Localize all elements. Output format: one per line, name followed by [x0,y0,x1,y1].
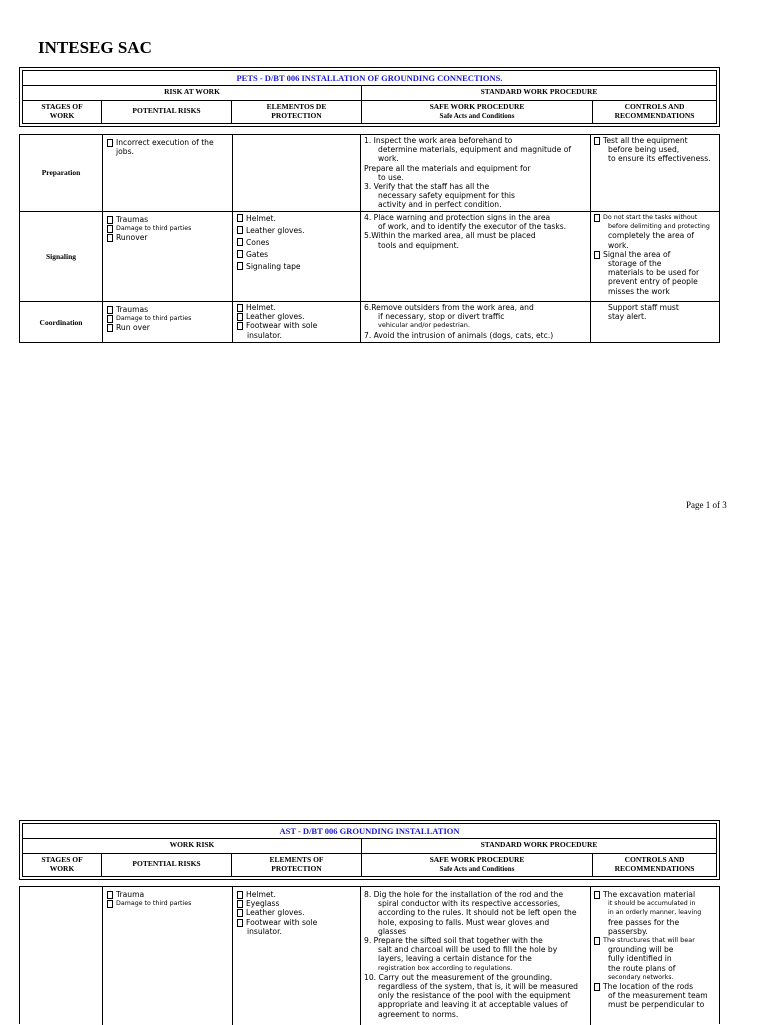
controls-cell: Support staff must stay alert. [590,302,719,343]
checkbox-icon [594,983,600,991]
checkbox-icon [107,306,113,314]
checkbox-icon [237,262,243,270]
controls-cell: The excavation material it should be accumulated in in an orderly manner, leaving free passes for the passersby. The structures that will bear grounding will be fully identified in the route plans of secondary networks. The location of the rods of the measurement team must be perpendicular to [590,887,719,1025]
control-item: The excavation material [594,890,716,899]
protection-item: Leather gloves. [233,908,360,917]
control-item: Do not start the tasks without [594,213,716,222]
table2-col-controls: CONTROLS AND RECOMMENDATIONS [592,853,716,876]
protection-item: Leather gloves. [233,312,360,321]
checkbox-icon [594,891,600,899]
procedure-cell: 1. Inspect the work area beforehand to determine materials, equipment and magnitude of work. Prepare all the materials and equipment for to use. 3. Verify that the staff has all the necessary safety equipment for this activity and in perfect condition. [360,135,590,211]
table2-col-procedure: SAFE WORK PROCEDURE Safe Acts and Conditions [361,853,592,876]
protection-cell [232,135,360,211]
company-name: INTESEG SAC [38,38,152,57]
table2-group-left: WORK RISK [169,840,215,850]
controls-cell: Do not start the tasks without before delimiting and protecting completely the area of work. Signal the area of storage of the materials to be used for prevent entry of people misses the work [590,212,719,301]
risk-item: Run over [103,323,232,332]
checkbox-icon [237,250,243,258]
procedure-cell: 4. Place warning and protection signs in the area of work, and to identify the executor of the tasks. 5.Within the marked area, all must be placed tools and equipment. [360,212,590,301]
stage-cell [20,887,102,1025]
checkbox-icon [237,891,243,899]
risk-item: Traumas [103,215,232,224]
table-row [20,212,719,302]
checkbox-icon [107,324,113,332]
protection-cell [232,212,360,301]
table1-group-left: RISK AT WORK [164,87,220,97]
table-row [20,887,719,1025]
protection-item: Cones [233,237,360,249]
table1-col-protection: ELEMENTOS DE PROTECTION [231,100,361,123]
checkbox-icon [107,216,113,224]
checkbox-icon [237,214,243,222]
table2-group-right: STANDARD WORK PROCEDURE [361,838,716,853]
checkbox-icon [107,891,113,899]
table1-col-stages: STAGES OF WORK [41,102,83,120]
table-row [20,302,719,343]
table1-col-procedure: SAFE WORK PROCEDURE Safe Acts and Conditions [361,100,592,123]
procedure-cell: 6.Remove outsiders from the work area, and if necessary, stop or divert traffic vehicular and/or pedestrian. 7. Avoid the intrusion of animals (dogs, cats, etc.) [360,302,590,343]
protection-cell: Helmet. Leather gloves. Footwear with sole insulator. [232,302,360,343]
stage-cell: Coordination [39,317,83,327]
procedure-cell: 8. Dig the hole for the installation of the rod and the spiral conductor with its respective accessories, according to the rules. It should not be left open the hole, exposing to falls. Must wear gloves and glasses 9. Prepare the sifted soil that together with the salt and charcoal will be used to fill the hole by layers, leaving a certain distance for the registration box according to regulations. 10. Carry out the measurement of the grounding. regardless of the system, that is, it will be measured only the resistance of the pool with the equipment appropriate and leaving it at acceptable values of agreement to norms. [360,887,590,1025]
table2-col-risks: POTENTIAL RISKS [101,853,231,876]
checkbox-icon [237,304,243,312]
checkbox-icon [594,251,600,259]
risk-item: Incorrect execution of the jobs. [103,138,232,156]
checkbox-icon [237,322,243,330]
checkbox-icon [107,225,113,233]
protection-cell: Helmet. Eyeglass Leather gloves. Footwear with sole insulator. [232,887,360,1025]
checkbox-icon [237,909,243,917]
risk-item: Traumas [103,305,232,314]
checkbox-icon [107,315,113,323]
protection-item: Eyeglass [233,899,360,908]
checkbox-icon [107,234,113,242]
table1-col-risks: POTENTIAL RISKS [101,100,231,123]
control-item: Signal the area of [594,250,716,259]
protection-item: Helmet. [233,213,360,225]
control-item: The structures that will bear [594,936,716,945]
risk-item: Runover [103,233,232,242]
protection-item: Helmet. [233,890,360,899]
table1-body [19,134,720,343]
stage-cell: Signaling [45,251,76,261]
table1-col-controls: CONTROLS AND RECOMMENDATIONS [592,100,716,123]
checkbox-icon [237,226,243,234]
table2-body [19,886,720,1024]
table1-title: PETS - D/BT 006 INSTALLATION OF GROUNDING CONNECTIONS. [23,71,716,86]
table1-group-right: STANDARD WORK PROCEDURE [361,85,716,100]
checkbox-icon [594,214,600,222]
checkbox-icon [237,919,243,927]
risks-cell [102,212,232,301]
risk-item: Damage to third parties [103,899,232,908]
protection-item: Leather gloves. [233,225,360,237]
checkbox-icon [107,139,113,147]
controls-cell: Test all the equipment before being used, to ensure its effectiveness. [590,135,719,211]
checkbox-icon [594,937,600,945]
protection-item: Signaling tape [233,261,360,273]
checkbox-icon [237,238,243,246]
table2-header [19,820,720,880]
protection-item: Footwear with sole [233,918,360,927]
checkbox-icon [237,313,243,321]
risks-cell [102,135,232,211]
table2-title: AST - D/BT 006 GROUNDING INSTALLATION [23,824,716,839]
risk-item: Damage to third parties [103,314,232,323]
checkbox-icon [107,900,113,908]
risk-item: Damage to third parties [103,224,232,233]
protection-item: Helmet. [233,303,360,312]
stage-cell: Preparation [41,168,81,178]
protection-item: Footwear with sole [233,321,360,330]
table1-header [19,67,720,127]
page-number: Page 1 of 3 [686,500,727,510]
risks-cell [102,887,232,1025]
table2-col-stages: STAGES OF WORK [41,855,83,873]
risks-cell [102,302,232,343]
checkbox-icon [237,900,243,908]
control-item: Test all the equipment [594,136,716,145]
risk-item: Trauma [103,890,232,899]
protection-item: Gates [233,249,360,261]
table-row [20,135,719,212]
control-item: The location of the rods [594,982,716,991]
checkbox-icon [594,137,600,145]
table2-col-protection: ELEMENTS OF PROTECTION [231,853,361,876]
